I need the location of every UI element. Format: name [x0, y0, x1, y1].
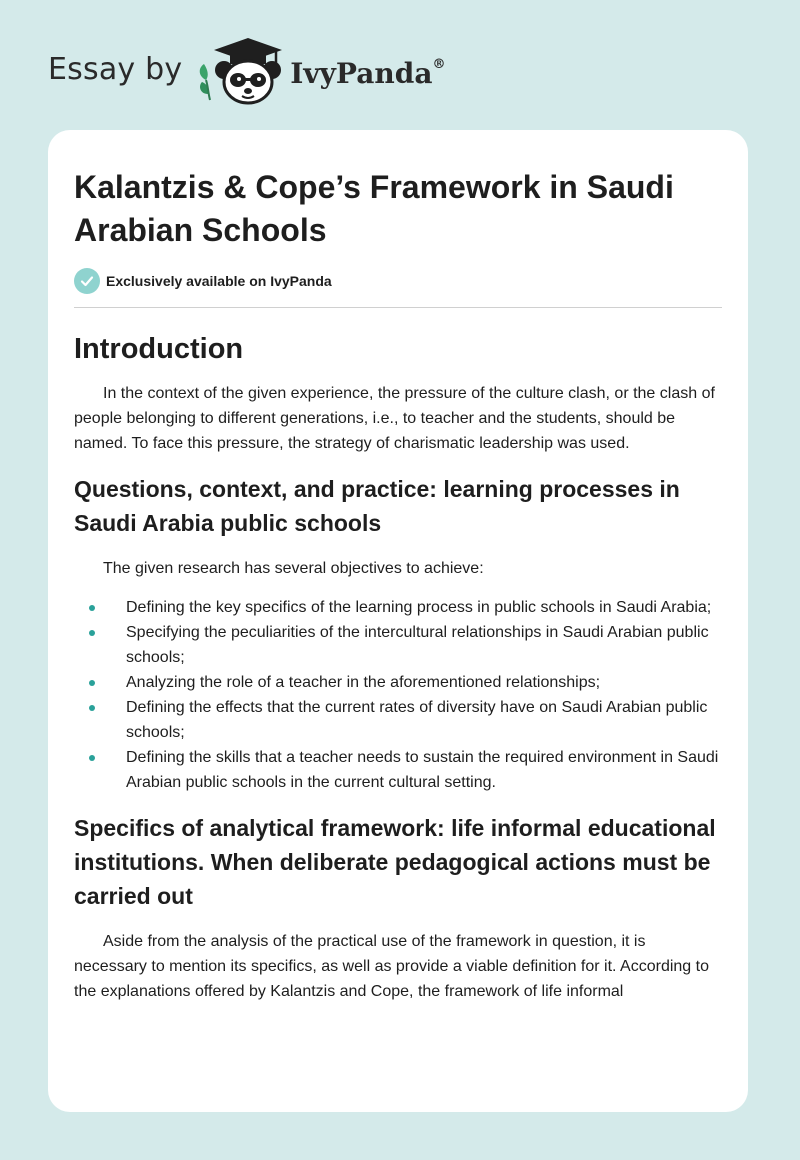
list-item — [74, 595, 722, 620]
brand-text: IvyPanda — [290, 56, 433, 90]
essay-card — [48, 130, 748, 1112]
ivypanda-logo-icon[interactable] — [196, 36, 288, 106]
essay-by-label: Essay by — [48, 51, 183, 87]
list-item-text: Defining the skills that a teacher needs to sustain the required environment in Saudi Arabian public schools in the current cultural setting. — [126, 749, 719, 791]
site-header — [48, 36, 445, 106]
bullet-icon — [89, 680, 95, 686]
page-title: Kalantzis & Cope’s Framework in Saudi Arabian Schools — [74, 169, 674, 248]
exclusive-label: Exclusively available on IvyPanda — [106, 273, 332, 289]
list-item-text: Defining the key specifics of the learning process in public schools in Saudi Arabia; — [126, 599, 712, 616]
bullet-icon — [89, 630, 95, 636]
bullet-icon — [89, 605, 95, 611]
bullet-icon — [89, 705, 95, 711]
introduction-heading: Introduction — [74, 333, 244, 365]
bullet-icon — [89, 755, 95, 761]
checkmark-icon — [74, 268, 100, 294]
questions-heading: Questions, context, and practice: learning processes in Saudi Arabia public schools — [74, 476, 680, 536]
questions-intro: The given research has several objectives to achieve: — [103, 560, 484, 577]
list-item-text: Defining the effects that the current rates of diversity have on Saudi Arabian public schools; — [126, 699, 708, 741]
list-item — [74, 620, 722, 670]
introduction-paragraph: In the context of the given experience, the pressure of the culture clash, or the clash of people belonging to different generations, i.e., to teacher and the students, should be named. To face this pressure, the strategy of charismatic leadership was used. — [74, 385, 715, 452]
list-item-text: Analyzing the role of a teacher in the aforementioned relationships; — [126, 674, 601, 691]
list-item — [74, 695, 722, 745]
objectives-list — [74, 595, 722, 795]
specifics-paragraph: Aside from the analysis of the practical use of the framework in question, it is necessary to mention its specifics, as well as provide a viable definition for it. According to the explanations offered by Kalantzis and Cope, the framework of life informal — [74, 933, 709, 1000]
registered-mark: ® — [432, 57, 446, 73]
divider — [74, 307, 722, 308]
list-item — [74, 745, 722, 795]
specifics-heading: Specifics of analytical framework: life informal educational institutions. When deliberate pedagogical actions must be carried out — [74, 815, 716, 909]
list-item — [74, 670, 722, 695]
brand-name[interactable] — [290, 57, 445, 90]
exclusive-badge — [74, 268, 722, 294]
list-item-text: Specifying the peculiarities of the intercultural relationships in Saudi Arabian public schools; — [126, 624, 709, 666]
